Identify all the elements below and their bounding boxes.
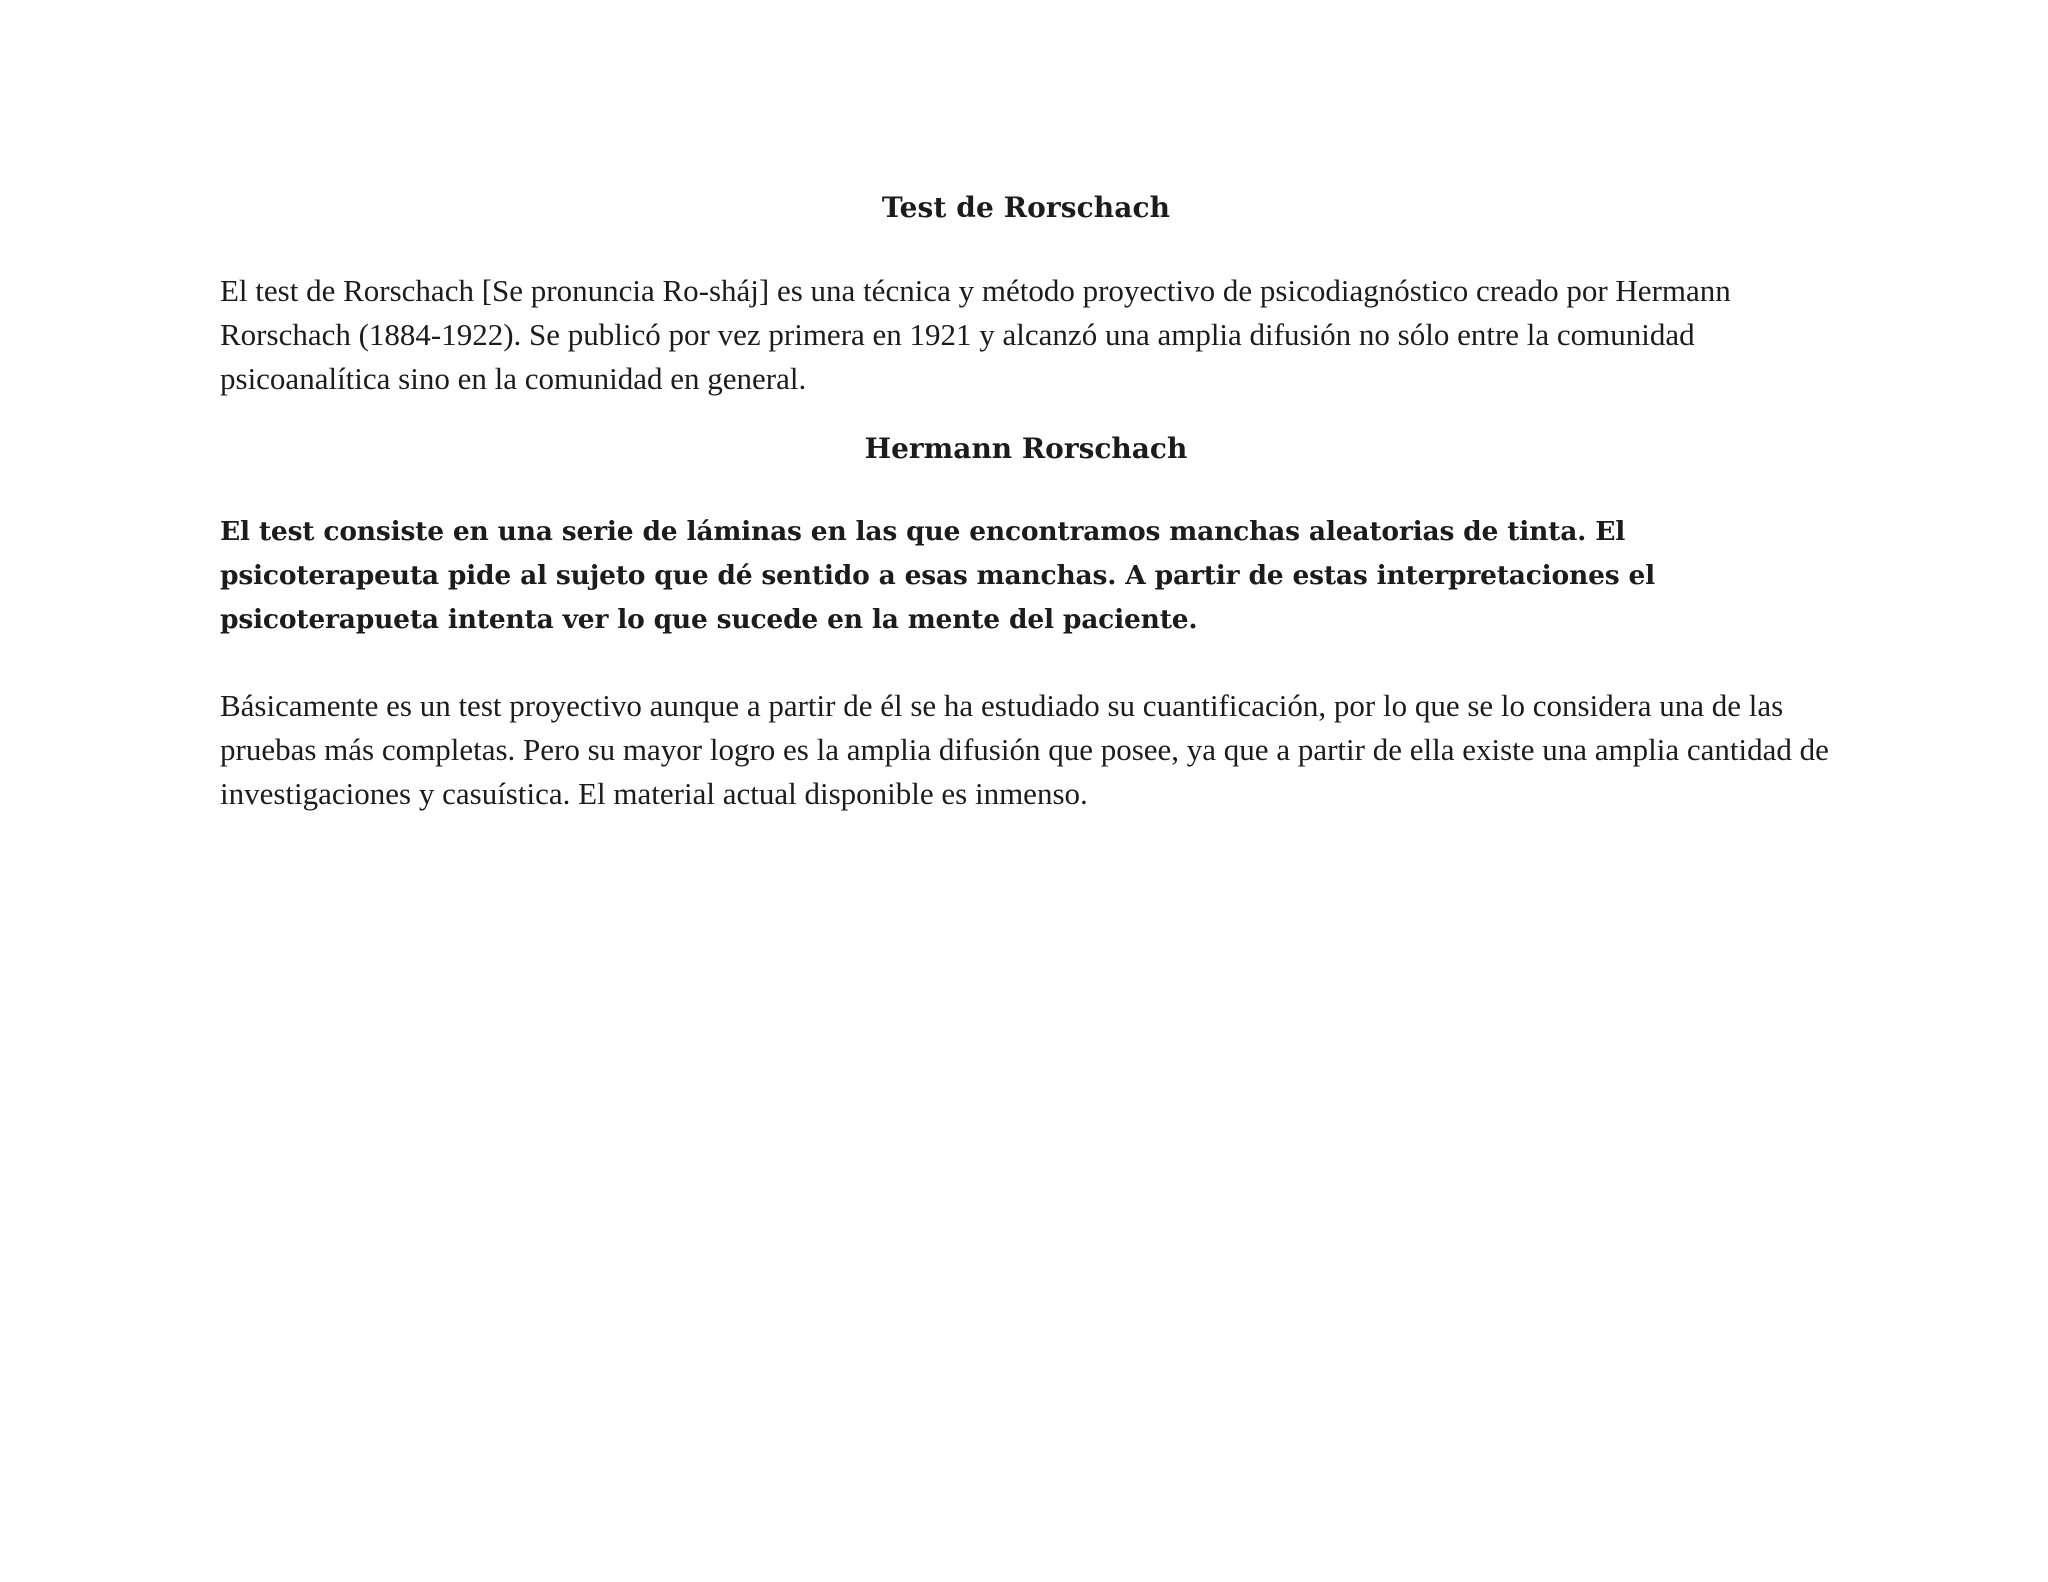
closing-paragraph: Básicamente es un test proyectivo aunque a partir de él se ha estudiado su cuantificación, por lo que se lo considera una de las pruebas más completas. Pero su mayor logro es la amplia difusión que posee, ya que a partir de ella existe una amplia cantidad de investigaciones y casuística. El material actual disponible es inmenso. [220, 688, 1829, 811]
document-body [220, 186, 1832, 816]
section-subtitle: Hermann Rorschach [864, 432, 1188, 465]
bold-description-paragraph: El test consiste en una serie de láminas en las que encontramos manchas aleatorias de tinta. El psicoterapeuta pide al sujeto que dé sentido a esas manchas. A partir de estas interpretaciones el psicoterapueta intenta ver lo que sucede en la mente del paciente. [220, 516, 1656, 635]
document-title: Test de Rorschach [881, 191, 1171, 224]
intro-paragraph: El test de Rorschach [Se pronuncia Ro-sháj] es una técnica y método proyectivo de psicodiagnóstico creado por Hermann Rorschach (1884-1922). Se publicó por vez primera en 1921 y alcanzó una amplia difusión no sólo entre la comunidad psicoanalítica sino en la comunidad en general. [220, 273, 1731, 396]
